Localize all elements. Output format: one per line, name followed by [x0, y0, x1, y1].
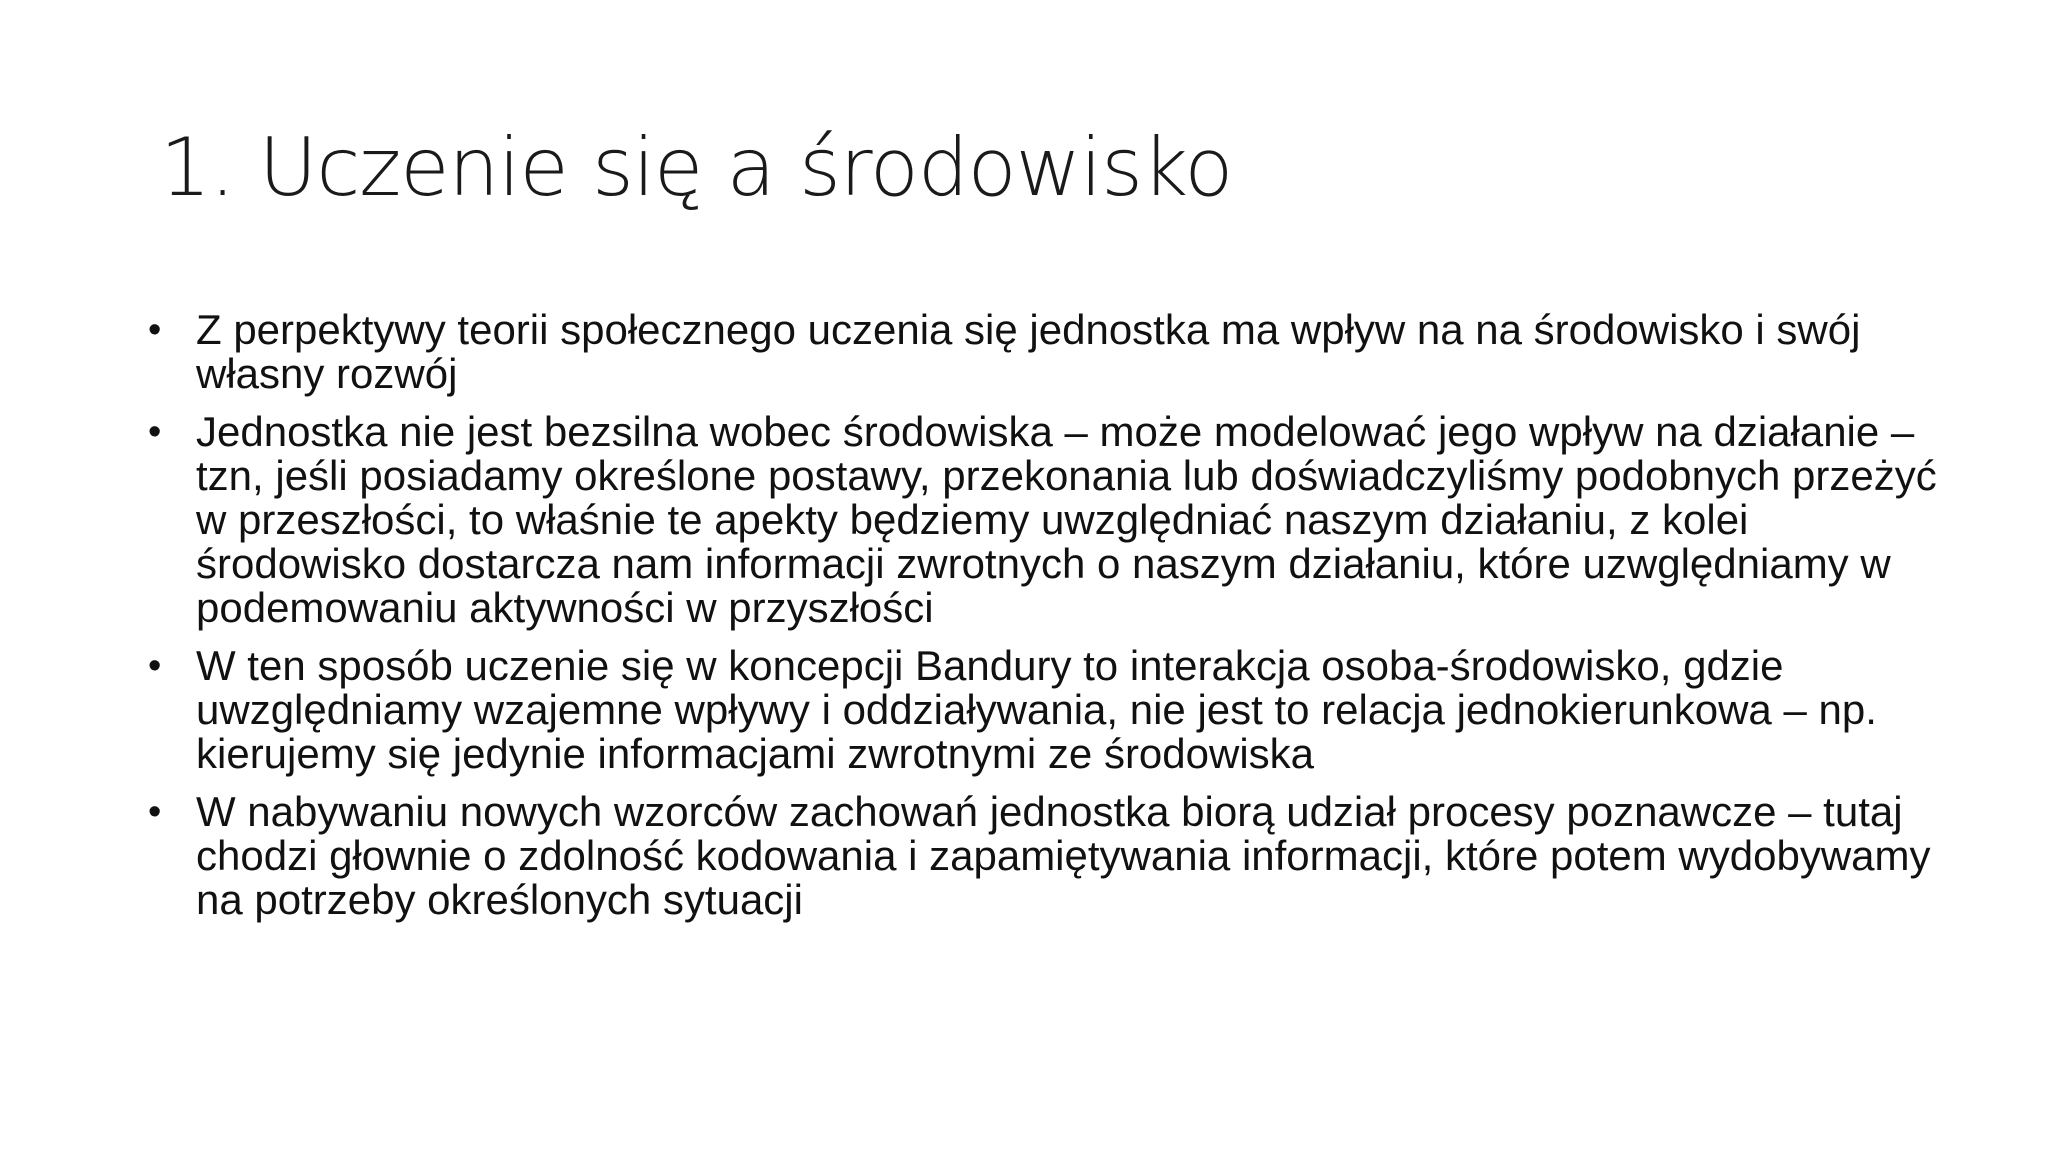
bullet-text: Z perpektywy teorii społecznego uczenia się jednostka ma wpływ na na środowisko i swój własny rozwój — [196, 306, 1861, 397]
bullet-item — [148, 410, 1938, 630]
bullet-text: W nabywaniu nowych wzorców zachowań jednostka biorą udział procesy poznawcze – tutaj chodzi głownie o zdolność kodowania i zapamiętywania informacji, które potem wydobywamy na potrzeby określonych sytuacji — [196, 788, 1931, 923]
bullet-text: Jednostka nie jest bezsilna wobec środowiska – może modelować jego wpływ na działanie – tzn, jeśli posiadamy określone postawy, przekonania lub doświadczyliśmy podobnych przeżyć w przeszłości, to właśnie te apekty będziemy uwzględniać naszym działaniu, z kolei środowisko dostarcza nam informacji zwrotnych o naszym działaniu, które uzwględniamy w podemowaniu aktywności w przyszłości — [196, 408, 1937, 631]
bullet-dot-icon: • — [148, 309, 162, 351]
bullet-item — [148, 644, 1938, 776]
bullet-item — [148, 790, 1938, 922]
bullet-dot-icon: • — [148, 791, 162, 833]
bullet-text: W ten sposób uczenie się w koncepcji Bandury to interakcja osoba-środowisko, gdzie uwzględniamy wzajemne wpływy i oddziaływania, nie jest to relacja jednokierunkowa – np. kierujemy się jedynie informacjami zwrotnymi ze środowiska — [196, 642, 1877, 777]
bullet-dot-icon: • — [148, 411, 162, 453]
bullet-dot-icon: • — [148, 645, 162, 687]
bullet-item — [148, 308, 1938, 396]
slide-title: 1. Uczenie się a środowisko — [160, 121, 1233, 214]
bullet-list — [148, 308, 1938, 936]
